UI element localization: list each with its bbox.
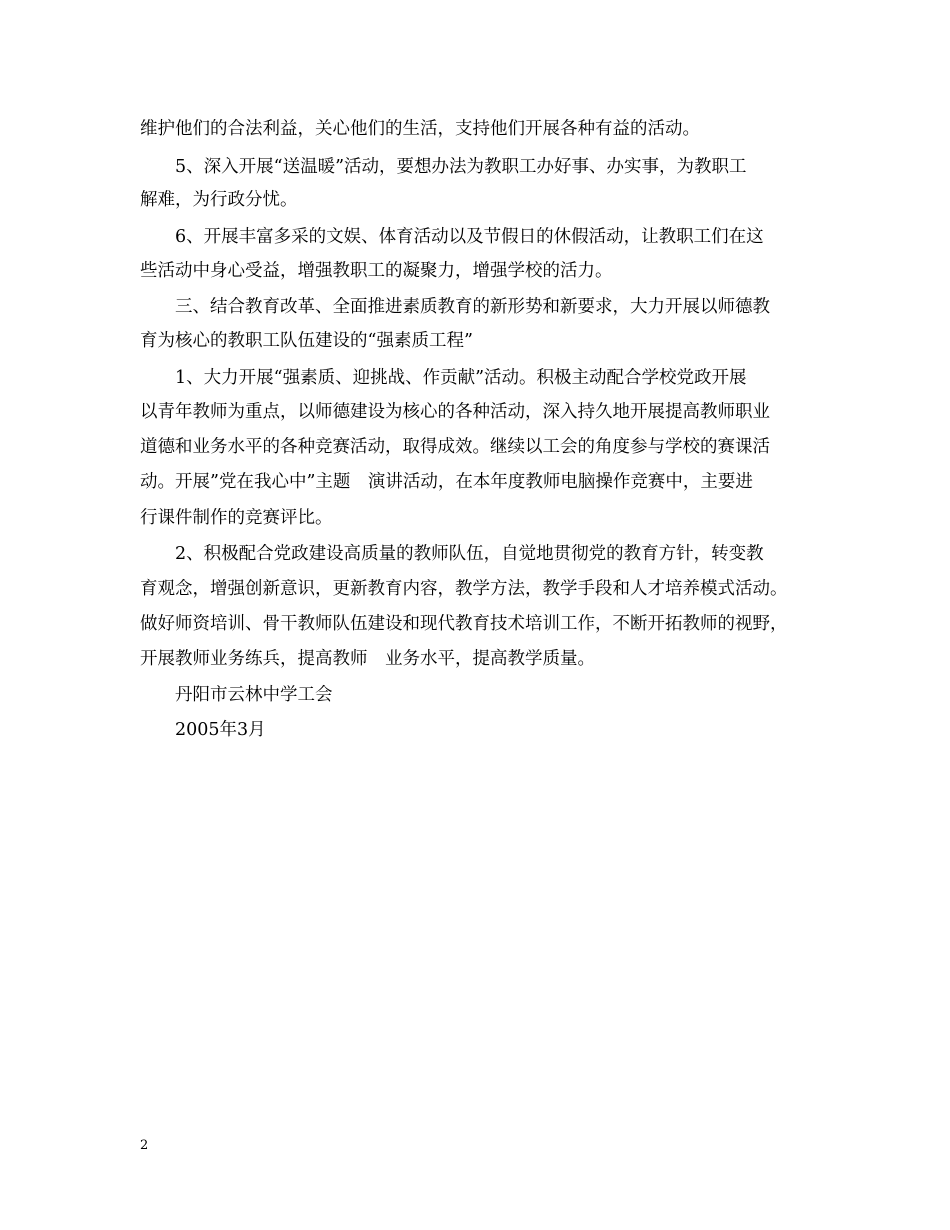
text-line: 5、深入开展“送温暖”活动，要想办法为教职工办好事、办实事，为教职工 (175, 157, 747, 177)
text-line: 6、开展丰富多采的文娱、体育活动以及节假日的休假活动，让教职工们在这 (175, 227, 764, 247)
text-line: 以青年教师为重点，以师德建设为核心的各种活动，深入持久地开展提高教师职业 (140, 402, 770, 422)
text-line: 做好师资培训、骨干教师队伍建设和现代教育技术培训工作，不断开拓教师的视野， (140, 614, 788, 634)
text-line: 解难，为行政分忧。 (140, 190, 298, 210)
text-line: 行课件制作的竞赛评比。 (140, 508, 333, 528)
text-line: 1、大力开展“强素质、迎挑战、作贡献”活动。积极主动配合学校党政开展 (175, 368, 747, 388)
text-line: 2、积极配合党政建设高质量的教师队伍，自觉地贯彻党的教育方针，转变教 (175, 544, 764, 564)
signature-date: 2005年3月 (175, 720, 266, 740)
text-line: 育为核心的教职工队伍建设的“强素质工程” (140, 331, 473, 351)
text-line: 开展教师业务练兵，提高教师 业务水平，提高教学质量。 (140, 649, 595, 669)
signature-organization: 丹阳市云林中学工会 (175, 685, 333, 705)
text-line: 道德和业务水平的各种竞赛活动，取得成效。继续以工会的角度参与学校的赛课活 (140, 437, 770, 457)
text-line: 三、结合教育改革、全面推进素质教育的新形势和新要求，大力开展以师德教 (175, 297, 770, 317)
text-line: 动。开展”党在我心中”主题 演讲活动，在本年度教师电脑操作竞赛中，主要进 (140, 472, 753, 492)
text-line: 维护他们的合法利益，关心他们的生活，支持他们开展各种有益的活动。 (140, 119, 700, 139)
text-line: 育观念，增强创新意识，更新教育内容，教学方法，教学手段和人才培养模式活动。 (140, 579, 788, 599)
page-number: 2 (140, 1138, 149, 1153)
text-line: 些活动中身心受益，增强教职工的凝聚力，增强学校的活力。 (140, 261, 613, 281)
